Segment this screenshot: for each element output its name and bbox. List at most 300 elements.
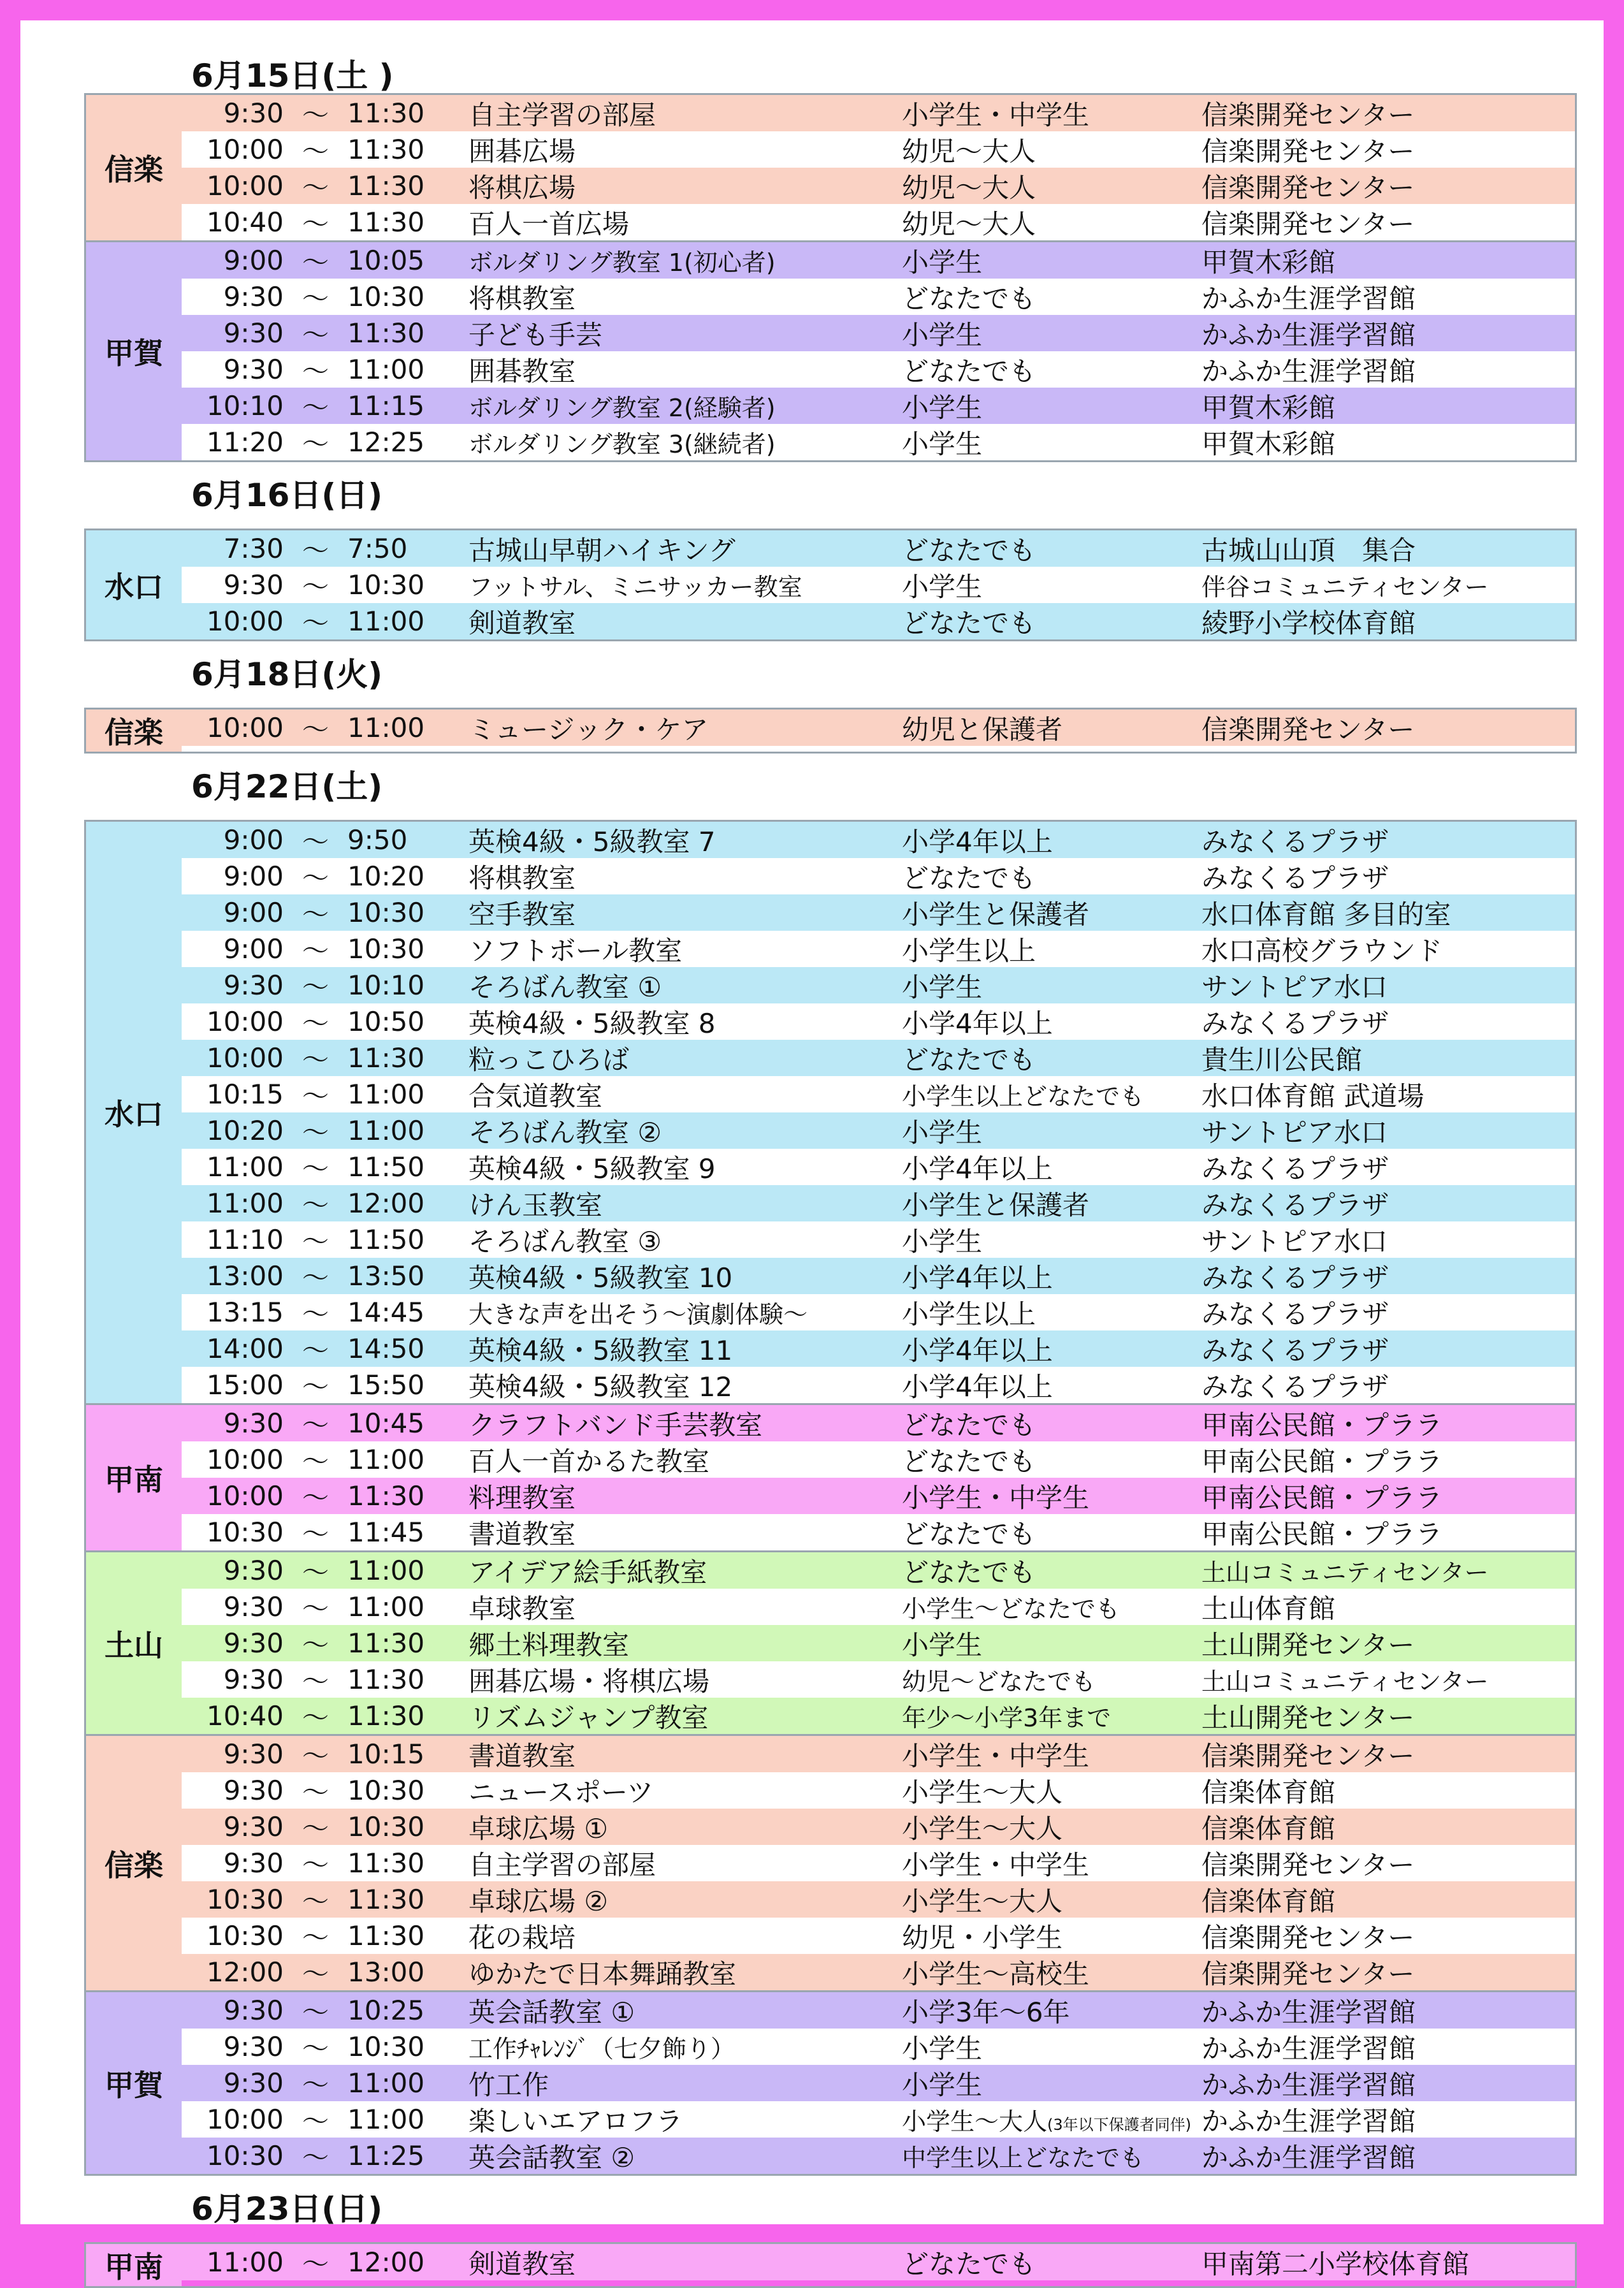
start-time: 9:30	[223, 1591, 284, 1622]
event-target: 小学4年以上	[902, 1371, 1053, 1403]
end-time: 11:00	[347, 2067, 425, 2099]
event-row	[182, 1552, 1575, 1589]
event-row	[182, 1294, 1575, 1330]
event-target: 小学生	[902, 1629, 983, 1661]
end-time: 13:50	[347, 1260, 425, 1292]
event-row	[182, 2244, 1575, 2280]
end-time: 11:30	[347, 1920, 425, 1951]
event-name: 英検4級・5級教室 10	[468, 1262, 733, 1293]
event-target: 小学生～どなたでも	[902, 1595, 1120, 1623]
time-separator: ～	[301, 971, 329, 1003]
flyer-page	[20, 20, 1604, 2284]
event-place: かふか生涯学習館	[1201, 2141, 1416, 2173]
event-rows	[182, 1405, 1575, 1550]
end-time: 14:50	[347, 1333, 425, 1364]
event-name: リズムジャンプ教室	[468, 1701, 709, 1733]
time-separator: ～	[301, 1007, 329, 1039]
event-row	[182, 279, 1575, 315]
time-separator: ～	[301, 1629, 329, 1661]
event-row	[182, 1441, 1575, 1478]
start-time: 9:30	[223, 317, 284, 349]
end-time: 12:25	[347, 426, 425, 458]
time-separator: ～	[301, 1996, 329, 2028]
event-place: 土山体育館	[1201, 1592, 1336, 1624]
event-name: そろばん教室 ①	[468, 971, 662, 1003]
event-target: 幼児～大人	[902, 208, 1036, 240]
event-name: 合気道教室	[468, 1080, 603, 1112]
end-time: 11:00	[347, 2104, 425, 2135]
event-name: 書道教室	[468, 1518, 576, 1550]
event-target: どなたでも	[902, 282, 1036, 314]
event-place: 信楽開発センター	[1201, 135, 1415, 167]
start-time: 10:00	[206, 1042, 284, 1074]
event-name: 竹工作	[468, 2069, 549, 2101]
event-target: 小学4年以上	[902, 826, 1053, 857]
start-time: 9:00	[223, 897, 284, 928]
start-time: 10:00	[206, 1444, 284, 1475]
time-separator: ～	[301, 1445, 329, 1477]
time-separator: ～	[301, 2069, 329, 2101]
event-row	[182, 1040, 1575, 1076]
event-place: 信楽開発センター	[1201, 1921, 1415, 1953]
day-heading: 6月15日(土 )	[191, 57, 394, 94]
event-name: ソフトボール教室	[468, 935, 683, 966]
event-row	[182, 1258, 1575, 1294]
event-place: かふか生涯学習館	[1201, 1996, 1416, 2028]
event-target: 中学生以上どなたでも	[902, 2144, 1145, 2172]
time-separator: ～	[301, 1665, 329, 1697]
end-time: 11:00	[347, 1555, 425, 1586]
end-time: 11:30	[347, 207, 425, 238]
time-separator: ～	[301, 1334, 329, 1366]
event-place: みなくるプラザ	[1201, 1007, 1389, 1039]
event-name: ゆかたで日本舞踊教室	[468, 1958, 737, 1990]
area-label: 甲賀	[86, 242, 182, 460]
event-name: 粒っこひろば	[468, 1044, 630, 1075]
event-row	[182, 95, 1575, 131]
event-target: どなたでも	[902, 534, 1036, 566]
end-time: 11:30	[347, 1884, 425, 1915]
time-separator: ～	[301, 1921, 329, 1953]
area-group	[84, 93, 1577, 242]
event-row	[182, 1736, 1575, 1772]
start-time: 13:15	[206, 1297, 284, 1328]
start-time: 7:30	[223, 533, 284, 564]
time-separator: ～	[301, 1153, 329, 1184]
end-time: 11:30	[347, 317, 425, 349]
area-group	[84, 708, 1577, 754]
event-name: 楽しいエアロフラ	[468, 2105, 683, 2137]
event-name: 郷土料理教室	[468, 1629, 630, 1661]
time-separator: ～	[301, 1080, 329, 1112]
time-separator: ～	[301, 935, 329, 966]
event-row	[182, 2138, 1575, 2174]
event-row	[182, 1367, 1575, 1403]
event-place: 甲南公民館・プララ	[1201, 1445, 1443, 1477]
event-place: 信楽開発センター	[1201, 171, 1415, 203]
event-row	[182, 1589, 1575, 1625]
event-target: 小学生と保護者	[902, 898, 1090, 930]
area-label: 土山	[86, 1552, 182, 1734]
event-name: 書道教室	[468, 1740, 576, 1772]
event-rows	[182, 1552, 1575, 1734]
event-name: 英検4級・5級教室 9	[468, 1153, 716, 1184]
day-heading: 6月23日(日)	[191, 2190, 383, 2227]
event-place: 伴谷コミュニティセンター	[1201, 573, 1489, 601]
time-separator: ～	[301, 99, 329, 131]
time-separator: ～	[301, 1518, 329, 1550]
event-rows	[182, 1992, 1575, 2174]
event-target: 小学生	[902, 571, 983, 602]
start-time: 9:30	[223, 98, 284, 129]
event-row	[182, 1772, 1575, 1809]
end-time: 11:00	[347, 1591, 425, 1622]
end-time: 11:00	[347, 354, 425, 385]
event-place: 綾野小学校体育館	[1201, 607, 1416, 639]
event-target: 小学4年以上	[902, 1262, 1053, 1293]
event-target: どなたでも	[902, 607, 1036, 639]
event-name: 百人一首広場	[468, 208, 630, 240]
event-name: 将棋教室	[468, 282, 576, 314]
event-target: 小学生以上	[902, 1298, 1036, 1330]
event-name: 英検4級・5級教室 11	[468, 1334, 733, 1366]
event-name: そろばん教室 ③	[468, 1225, 662, 1257]
time-separator: ～	[301, 1371, 329, 1403]
event-row	[182, 1809, 1575, 1845]
event-row	[182, 424, 1575, 460]
time-separator: ～	[301, 1409, 329, 1441]
time-separator: ～	[301, 713, 329, 745]
start-time: 10:00	[206, 134, 284, 165]
event-target: どなたでも	[902, 1518, 1036, 1550]
event-place: みなくるプラザ	[1201, 1334, 1389, 1366]
start-time: 13:00	[206, 1260, 284, 1292]
event-row	[182, 204, 1575, 240]
end-time: 10:30	[347, 1775, 425, 1806]
end-time: 11:30	[347, 134, 425, 165]
event-name: 将棋教室	[468, 862, 576, 894]
end-time: 15:50	[347, 1369, 425, 1401]
event-target: 小学4年以上	[902, 1153, 1053, 1184]
event-row	[182, 894, 1575, 931]
event-row	[182, 710, 1575, 746]
event-target: 小学生	[902, 319, 983, 351]
start-time: 10:40	[206, 207, 284, 238]
end-time: 10:50	[347, 1006, 425, 1037]
area-group	[84, 528, 1577, 641]
start-time: 9:30	[223, 1664, 284, 1695]
end-time: 10:30	[347, 281, 425, 312]
event-target: どなたでも	[902, 862, 1036, 894]
start-time: 9:30	[223, 1811, 284, 1842]
start-time: 10:30	[206, 1920, 284, 1951]
event-place: みなくるプラザ	[1201, 862, 1389, 894]
start-time: 10:00	[206, 1006, 284, 1037]
end-time: 9:50	[347, 824, 408, 856]
end-time: 10:45	[347, 1408, 425, 1439]
area-group	[84, 1992, 1577, 2176]
area-label: 甲南	[86, 1405, 182, 1550]
event-row	[182, 351, 1575, 388]
start-time: 14:00	[206, 1333, 284, 1364]
time-separator: ～	[301, 1885, 329, 1917]
end-time: 10:10	[347, 970, 425, 1001]
event-row	[182, 1003, 1575, 1040]
event-name: 英検4級・5級教室 8	[468, 1007, 716, 1039]
end-time: 11:00	[347, 1115, 425, 1146]
area-label: 水口	[86, 822, 182, 1403]
event-name: 子ども手芸	[468, 319, 603, 351]
event-place: みなくるプラザ	[1201, 826, 1389, 857]
area-group	[84, 1736, 1577, 1992]
event-target-text: 小学生～大人	[902, 2108, 1048, 2136]
time-separator: ～	[301, 208, 329, 240]
end-time: 11:30	[347, 1628, 425, 1659]
area-group	[84, 1405, 1577, 1552]
event-place: 信楽体育館	[1201, 1776, 1336, 1808]
event-name: ニュースポーツ	[468, 1776, 654, 1808]
schedule	[84, 46, 1577, 2288]
event-row	[182, 1076, 1575, 1112]
end-time: 11:30	[347, 1042, 425, 1074]
start-time: 12:00	[206, 1956, 284, 1988]
event-name: けん玉教室	[468, 1189, 603, 1221]
event-target: 小学生以上	[902, 935, 1036, 966]
time-separator: ～	[301, 1482, 329, 1513]
start-time: 10:00	[206, 712, 284, 743]
event-target: 幼児・小学生	[902, 1921, 1063, 1953]
event-target: 小学生	[902, 2032, 983, 2064]
start-time: 9:30	[223, 1995, 284, 2026]
event-place: 貴生川公民館	[1201, 1044, 1363, 1075]
event-place: 信楽開発センター	[1201, 99, 1415, 131]
start-time: 11:10	[206, 1224, 284, 1255]
event-place: 土山開発センター	[1201, 1629, 1415, 1661]
event-target: どなたでも	[902, 1445, 1036, 1477]
area-label: 甲南	[86, 2244, 182, 2286]
event-name: 剣道教室	[468, 607, 576, 639]
end-time: 10:25	[347, 1995, 425, 2026]
time-separator: ～	[301, 1740, 329, 1772]
day-heading: 6月22日(土)	[191, 768, 383, 805]
start-time: 9:00	[223, 824, 284, 856]
event-target: 小学生以上どなたでも	[902, 1082, 1145, 1111]
start-time: 10:30	[206, 1884, 284, 1915]
event-target: どなたでも	[902, 1556, 1036, 1588]
area-label: 信楽	[86, 1736, 182, 1990]
end-time: 11:15	[347, 390, 425, 421]
end-time: 10:15	[347, 1738, 425, 1770]
event-place: かふか生涯学習館	[1201, 319, 1416, 351]
area-label: 水口	[86, 530, 182, 639]
time-separator: ～	[301, 282, 329, 314]
event-row	[182, 1478, 1575, 1514]
event-name: 自主学習の部屋	[468, 99, 656, 131]
event-name: アイデア絵手紙教室	[468, 1556, 707, 1588]
end-time: 10:30	[347, 2031, 425, 2062]
event-target: 幼児～大人	[902, 171, 1036, 203]
event-row	[182, 931, 1575, 967]
event-name: 囲碁広場	[468, 135, 576, 167]
end-time: 11:50	[347, 1151, 425, 1183]
event-place: みなくるプラザ	[1201, 1189, 1389, 1221]
event-place: サントピア水口	[1201, 1116, 1388, 1148]
event-row	[182, 388, 1575, 424]
start-time: 9:30	[223, 1408, 284, 1439]
event-rows	[182, 2244, 1575, 2286]
time-separator: ～	[301, 1298, 329, 1330]
time-separator: ～	[301, 391, 329, 423]
start-time: 10:40	[206, 1700, 284, 1731]
event-row	[182, 1330, 1575, 1367]
event-place: 甲南公民館・プララ	[1201, 1409, 1443, 1441]
event-target: どなたでも	[902, 1409, 1036, 1441]
event-place: かふか生涯学習館	[1201, 2069, 1416, 2101]
event-row	[182, 168, 1575, 204]
time-separator: ～	[301, 2032, 329, 2064]
event-name: 花の栽培	[468, 1921, 576, 1953]
end-time: 11:30	[347, 1847, 425, 1879]
event-place: サントピア水口	[1201, 971, 1388, 1003]
end-time: 11:30	[347, 1700, 425, 1731]
event-place: 甲賀木彩館	[1201, 428, 1336, 460]
event-target: 小学4年以上	[902, 1007, 1053, 1039]
event-place: 信楽開発センター	[1201, 1958, 1415, 1990]
event-name: 囲碁教室	[468, 355, 576, 387]
event-row	[182, 858, 1575, 894]
event-row	[182, 1918, 1575, 1954]
event-target: 小学生・中学生	[902, 99, 1090, 131]
event-row	[182, 1698, 1575, 1734]
area-label: 甲賀	[86, 1992, 182, 2174]
event-place: かふか生涯学習館	[1201, 2105, 1416, 2137]
event-place: 甲南第二小学校体育館	[1201, 2248, 1470, 2280]
time-separator: ～	[301, 1776, 329, 1808]
event-rows	[182, 822, 1575, 1403]
time-separator: ～	[301, 428, 329, 460]
event-row	[182, 603, 1575, 639]
event-name: クラフトバンド手芸教室	[468, 1409, 763, 1441]
event-target-note: (3年以下保護者同伴)	[1047, 2116, 1192, 2134]
start-time: 9:30	[223, 2067, 284, 2099]
area-group	[84, 2242, 1577, 2288]
time-separator: ～	[301, 1849, 329, 1881]
event-place: かふか生涯学習館	[1201, 355, 1416, 387]
event-row	[182, 2029, 1575, 2065]
event-row	[182, 567, 1575, 603]
event-place: みなくるプラザ	[1201, 1262, 1389, 1293]
start-time: 11:20	[206, 426, 284, 458]
event-row	[182, 131, 1575, 168]
end-time: 10:20	[347, 861, 425, 892]
event-place: 信楽開発センター	[1201, 1849, 1415, 1881]
start-time: 9:00	[223, 245, 284, 276]
event-target: 小学生	[902, 428, 983, 460]
event-place: かふか生涯学習館	[1201, 282, 1416, 314]
time-separator: ～	[301, 135, 329, 167]
event-name: フットサル、ミニサッカー教室	[468, 573, 802, 601]
event-target: 幼児と保護者	[902, 713, 1063, 745]
end-time: 11:00	[347, 712, 425, 743]
end-time: 11:30	[347, 170, 425, 201]
start-time: 9:30	[223, 569, 284, 601]
event-row	[182, 1881, 1575, 1918]
event-name: 空手教室	[468, 898, 576, 930]
end-time: 10:30	[347, 897, 425, 928]
event-place: みなくるプラザ	[1201, 1298, 1389, 1330]
event-row	[182, 1149, 1575, 1185]
time-separator: ～	[301, 1189, 329, 1221]
event-row	[182, 1185, 1575, 1221]
area-label: 信楽	[86, 95, 182, 240]
end-time: 10:30	[347, 569, 425, 601]
time-separator: ～	[301, 826, 329, 857]
event-name: 卓球広場 ②	[468, 1885, 609, 1917]
event-name: そろばん教室 ②	[468, 1116, 662, 1148]
event-target: 小学生と保護者	[902, 1189, 1090, 1221]
event-name: 工作ﾁｬﾚﾝｼﾞ（七夕飾り）	[468, 2035, 736, 2063]
event-name: ミュージック・ケア	[468, 713, 709, 745]
end-time: 11:25	[347, 2140, 425, 2171]
event-target: どなたでも	[902, 1044, 1036, 1075]
event-name: 大きな声を出そう～演劇体験～	[468, 1301, 808, 1329]
end-time: 12:00	[347, 2247, 425, 2278]
event-row	[182, 822, 1575, 858]
time-separator: ～	[301, 355, 329, 387]
end-time: 11:00	[347, 1079, 425, 1110]
event-row	[182, 1992, 1575, 2029]
event-target: 小学生	[902, 971, 983, 1003]
time-separator: ～	[301, 2248, 329, 2280]
time-separator: ～	[301, 1592, 329, 1624]
event-target: 小学生	[902, 2069, 983, 2101]
area-label: 信楽	[86, 710, 182, 752]
area-group	[84, 820, 1577, 1405]
start-time: 10:15	[206, 1079, 284, 1110]
event-row	[182, 1514, 1575, 1550]
time-separator: ～	[301, 1116, 329, 1148]
end-time: 11:00	[347, 606, 425, 637]
event-name: 古城山早朝ハイキング	[468, 534, 736, 566]
end-time: 11:00	[347, 1444, 425, 1475]
event-target: 小学生	[902, 1225, 983, 1257]
time-separator: ～	[301, 1812, 329, 1844]
end-time: 14:45	[347, 1297, 425, 1328]
event-name: 英検4級・5級教室 12	[468, 1371, 733, 1403]
event-target: 幼児～大人	[902, 135, 1036, 167]
start-time: 9:30	[223, 1847, 284, 1879]
start-time: 9:30	[223, 281, 284, 312]
end-time: 7:50	[347, 533, 408, 564]
event-rows	[182, 710, 1575, 752]
event-place: サントピア水口	[1201, 1225, 1388, 1257]
event-row	[182, 967, 1575, 1003]
end-time: 10:05	[347, 245, 425, 276]
event-row	[182, 1845, 1575, 1881]
time-separator: ～	[301, 1044, 329, 1075]
event-row	[182, 315, 1575, 351]
event-place: 水口高校グラウンド	[1201, 935, 1443, 966]
event-place: 甲南公民館・プララ	[1201, 1518, 1443, 1550]
event-row	[182, 1661, 1575, 1698]
event-name: 卓球教室	[468, 1592, 576, 1624]
event-place: 信楽開発センター	[1201, 208, 1415, 240]
time-separator: ～	[301, 2141, 329, 2173]
time-separator: ～	[301, 1225, 329, 1257]
event-rows	[182, 95, 1575, 240]
event-place: 信楽開発センター	[1201, 713, 1415, 745]
event-row	[182, 242, 1575, 279]
